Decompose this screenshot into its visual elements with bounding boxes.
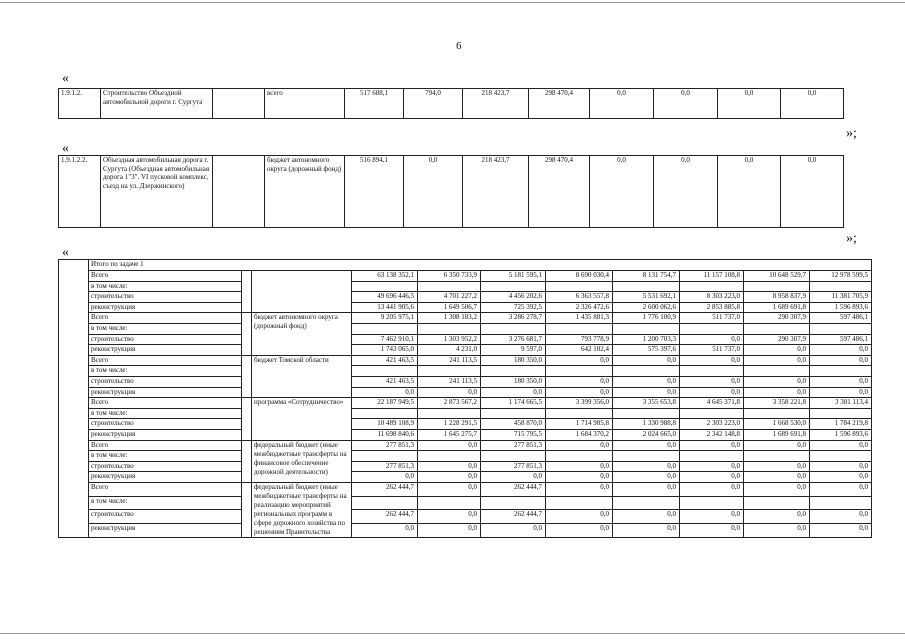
row-label: строительство [89,334,242,345]
value-cell: 0,0 [546,440,613,451]
value-cell: 49 696 446,5 [352,292,418,303]
value-cell: 1 200 703,3 [613,334,680,345]
value-cell: 1 308 183,2 [418,313,481,324]
value-cell: 1 649 506,7 [418,302,481,313]
value-cell [744,451,810,462]
value-cell: 0,0 [680,524,744,538]
table-row [59,398,872,409]
value-cell: 0,0 [481,387,546,398]
value-cell: 0,0 [810,524,872,538]
table-row [59,510,872,524]
value-cell: 277 851,3 [481,440,546,451]
value-cell: 4 231,0 [418,345,481,356]
value-cell: 2 873 567,2 [418,398,481,409]
row-label: в том числе: [89,281,242,292]
funding-source: федеральный бюджет (иные межбюджетные трансферты на финансовое обеспечение дорожной деятельности) [252,440,352,482]
value-cell: 0,0 [810,376,872,387]
value-cell [613,281,680,292]
value-cell: 1 330 988,8 [613,419,680,430]
row-name: Объездная автомобильная дорога г. Сургута (Объездная автомобильная дорога 1"3". VI пусковой комплекс, съезд на ул. Дзержинского) [101,156,213,228]
value-cell [418,366,481,377]
value-cell: 2 600 062,6 [613,302,680,313]
value-cell: 0,0 [546,524,613,538]
value-cell: 63 138 352,1 [352,271,418,282]
row-source: бюджет автономного округа (дорожный фонд) [265,156,345,228]
value-cell: 597 486,1 [810,334,872,345]
value-cell: 7 462 910,1 [352,334,418,345]
value-cell: 218 423,7 [463,156,529,228]
value-cell: 1 776 100,9 [613,313,680,324]
value-cell [680,366,744,377]
value-cell: 241 113,5 [418,355,481,366]
row-label: Всего [89,398,242,409]
funding-source: федеральный бюджет (иные межбюджетные трансферты на реализацию мероприятий региональных программ в сфере дорожного хозяйства по решениям Правительства [252,482,352,537]
open-quote-1: « [62,71,69,86]
value-cell [680,451,744,462]
value-cell: 421 463,5 [352,376,418,387]
value-cell: 180 350,0 [481,376,546,387]
value-cell: 0,0 [418,524,481,538]
value-cell [546,496,613,510]
row-label: строительство [89,419,242,430]
value-cell [352,281,418,292]
value-cell: 0,0 [744,355,810,366]
funding-source: бюджет автономного округа (дорожный фонд) [252,313,352,355]
row-spacer [242,355,252,397]
value-cell: 3 399 356,0 [546,398,613,409]
value-cell: 0,0 [418,387,481,398]
value-cell: 1 689 691,8 [744,302,810,313]
value-cell: 290 307,9 [744,334,810,345]
value-cell: 0,0 [680,482,744,496]
value-cell: 4 645 371,8 [680,398,744,409]
value-cell [744,408,810,419]
value-cell: 1 645 275,7 [418,429,481,440]
row-source: всего [265,89,345,119]
value-cell: 8 958 837,9 [744,292,810,303]
value-cell [810,366,872,377]
row-label: реконструкция [89,429,242,440]
value-cell [546,281,613,292]
value-cell: 0,0 [613,482,680,496]
row-spacer [242,313,252,355]
value-cell: 0,0 [418,461,481,472]
value-cell [481,366,546,377]
value-cell: 725 392,5 [481,302,546,313]
row-label: реконструкция [89,387,242,398]
value-cell [546,408,613,419]
row-label: в том числе: [89,408,242,419]
value-cell [352,323,418,334]
value-cell: 511 737,0 [680,345,744,356]
value-cell: 1 668 530,0 [744,419,810,430]
value-cell: 11 381 705,9 [810,292,872,303]
table-row [59,387,872,398]
value-cell: 262 444,7 [481,510,546,524]
value-cell: 0,0 [744,510,810,524]
value-cell: 241 113,5 [418,376,481,387]
value-cell: 11 157 108,8 [680,271,744,282]
value-cell: 0,0 [680,472,744,483]
scan-bottom-edge [0,633,905,634]
table-row [59,408,872,419]
value-cell [744,366,810,377]
value-cell: 0,0 [810,482,872,496]
value-cell: 298 470,4 [529,89,590,119]
value-cell: 9 597,0 [481,345,546,356]
value-cell: 8 131 754,7 [613,271,680,282]
value-cell: 575 397,6 [613,345,680,356]
value-cell: 0,0 [352,524,418,538]
value-cell: 22 187 949,5 [352,398,418,409]
value-cell: 262 444,7 [352,510,418,524]
value-cell: 3 355 653,8 [613,398,680,409]
table-1-9-1-2-2 [58,155,844,228]
value-cell: 2 303 223,0 [680,419,744,430]
value-cell: 1 596 893,6 [810,429,872,440]
row-label: реконструкция [89,524,242,538]
table-row [59,323,872,334]
value-cell: 0,0 [680,376,744,387]
value-cell [352,366,418,377]
value-cell [613,496,680,510]
table-row [59,281,872,292]
value-cell: 277 851,3 [352,440,418,451]
page-number: 6 [456,40,462,52]
value-cell: 0,0 [613,510,680,524]
value-cell [352,408,418,419]
value-cell: 1 435 881,3 [546,313,613,324]
value-cell: 11 698 840,6 [352,429,418,440]
value-cell: 0,0 [613,355,680,366]
value-cell: 10 648 529,7 [744,271,810,282]
row-label: Всего [89,271,242,282]
row-label: строительство [89,376,242,387]
table-row [59,496,872,510]
value-cell: 793 778,9 [546,334,613,345]
value-cell: 0,0 [718,156,781,228]
value-cell: 0,0 [744,376,810,387]
row-label: в том числе: [89,451,242,462]
value-cell: 0,0 [481,472,546,483]
value-cell: 0,0 [680,510,744,524]
value-cell: 0,0 [546,472,613,483]
row-label: в том числе: [89,496,242,510]
table-1-9-1-2 [58,88,844,119]
table-row [59,482,872,496]
row-code: 1.9.1.2.2. [59,156,101,228]
value-cell: 0,0 [546,355,613,366]
value-cell: 0,0 [810,440,872,451]
scan-top-edge [0,2,905,3]
row-label: в том числе: [89,323,242,334]
value-cell: 262 444,7 [352,482,418,496]
row-name: Строительство Объездной автомобильной дороги г. Сургута [101,89,213,119]
value-cell [481,281,546,292]
funding-source: программа «Сотрудничество» [252,398,352,440]
value-cell: 3 358 221,8 [744,398,810,409]
table-row [59,366,872,377]
value-cell: 12 978 599,5 [810,271,872,282]
value-cell [680,281,744,292]
value-cell [744,323,810,334]
value-cell: 1 714 985,8 [546,419,613,430]
row-spacer [242,398,252,440]
table-row [59,472,872,483]
value-cell: 0,0 [546,461,613,472]
value-cell: 0,0 [744,472,810,483]
value-cell [613,366,680,377]
row-label: Всего [89,313,242,324]
value-cell: 421 463,5 [352,355,418,366]
value-cell: 0,0 [744,440,810,451]
row-label: строительство [89,510,242,524]
value-cell: 1 596 893,6 [810,302,872,313]
value-cell: 4 456 202,6 [481,292,546,303]
value-cell [418,496,481,510]
row-empty [213,156,265,228]
value-cell: 0,0 [418,440,481,451]
value-cell [418,451,481,462]
value-cell: 0,0 [546,376,613,387]
value-cell: 0,0 [613,387,680,398]
funding-source: бюджет Томской области [252,355,352,397]
value-cell: 5 531 692,1 [613,292,680,303]
value-cell: 2 853 885,8 [680,302,744,313]
value-cell: 1 174 665,5 [481,398,546,409]
value-cell: 0,0 [680,440,744,451]
table-row [59,355,872,366]
value-cell [481,451,546,462]
row-label: реконструкция [89,472,242,483]
value-cell: 9 205 975,1 [352,313,418,324]
value-cell [810,451,872,462]
row-label: строительство [89,292,242,303]
table-row [59,451,872,462]
close-quote-1: »; [846,126,857,141]
row-label: строительство [89,461,242,472]
value-cell: 0,0 [352,472,418,483]
value-cell: 0,0 [613,472,680,483]
table-row [59,271,872,282]
row-label: Всего [89,440,242,451]
value-cell: 1 303 952,2 [418,334,481,345]
value-cell: 0,0 [654,156,718,228]
value-cell: 0,0 [546,387,613,398]
value-cell: 0,0 [613,376,680,387]
table-row [59,524,872,538]
value-cell [613,323,680,334]
value-cell: 13 441 905,6 [352,302,418,313]
value-cell: 0,0 [781,156,844,228]
value-cell: 3 286 278,7 [481,313,546,324]
table-row [59,429,872,440]
value-cell [810,323,872,334]
row-spacer [242,482,252,537]
row-code: 1.9.1.2. [59,89,101,119]
value-cell: 0,0 [613,461,680,472]
row-spacer [242,271,252,313]
value-cell: 0,0 [546,482,613,496]
value-cell: 277 851,3 [481,461,546,472]
row-label: Всего [89,482,242,496]
value-cell: 0,0 [680,387,744,398]
value-cell: 3 276 681,7 [481,334,546,345]
value-cell: 0,0 [810,387,872,398]
funding-source [252,271,352,313]
summary-title: Итого по задаче 1 [89,260,872,271]
value-cell: 1 228 291,5 [418,419,481,430]
value-cell: 0,0 [680,355,744,366]
value-cell [481,408,546,419]
value-cell: 516 894,1 [345,156,404,228]
open-quote-2: « [62,141,69,156]
open-quote-3: « [62,245,69,260]
value-cell: 0,0 [744,345,810,356]
value-cell: 0,0 [744,524,810,538]
table-row [59,313,872,324]
value-cell [810,281,872,292]
value-cell: 1 784 219,8 [810,419,872,430]
value-cell [680,408,744,419]
value-cell [613,408,680,419]
table-row [59,461,872,472]
value-cell: 0,0 [404,156,463,228]
value-cell: 0,0 [481,524,546,538]
value-cell [744,281,810,292]
value-cell [481,323,546,334]
value-cell [546,366,613,377]
table-row [59,419,872,430]
value-cell: 0,0 [590,89,654,119]
table-row [59,334,872,345]
value-cell: 6 363 557,8 [546,292,613,303]
value-cell [418,281,481,292]
row-spacer [242,440,252,482]
value-cell [810,496,872,510]
value-cell: 0,0 [546,510,613,524]
value-cell [418,323,481,334]
value-cell: 6 350 733,9 [418,271,481,282]
value-cell: 517 688,1 [345,89,404,119]
value-cell [481,496,546,510]
value-cell: 0,0 [810,472,872,483]
value-cell: 0,0 [680,334,744,345]
summary-title-row [59,260,872,271]
value-cell: 0,0 [654,89,718,119]
value-cell: 218 423,7 [463,89,529,119]
value-cell: 0,0 [810,510,872,524]
value-cell: 8 690 030,4 [546,271,613,282]
value-cell: 597 486,1 [810,313,872,324]
value-cell: 458 870,0 [481,419,546,430]
value-cell: 0,0 [613,440,680,451]
value-cell [680,323,744,334]
value-cell: 2 326 472,6 [546,302,613,313]
value-cell: 290 307,9 [744,313,810,324]
value-cell: 5 181 595,1 [481,271,546,282]
value-cell: 10 489 108,9 [352,419,418,430]
value-cell: 0,0 [352,387,418,398]
value-cell [810,408,872,419]
table-row [59,302,872,313]
value-cell: 0,0 [781,89,844,119]
value-cell: 794,0 [404,89,463,119]
value-cell: 0,0 [810,345,872,356]
row-empty [213,89,265,119]
value-cell: 0,0 [718,89,781,119]
value-cell: 2 342 148,8 [680,429,744,440]
summary-table-body [59,260,872,538]
value-cell: 1 684 370,2 [546,429,613,440]
table-row [59,89,844,119]
table-row [59,440,872,451]
table-row [59,292,872,303]
value-cell: 1 689 691,8 [744,429,810,440]
value-cell: 180 350,0 [481,355,546,366]
table-row [59,156,844,228]
value-cell: 277 851,3 [352,461,418,472]
value-cell: 2 024 665,0 [613,429,680,440]
value-cell: 0,0 [418,472,481,483]
value-cell: 0,0 [613,524,680,538]
value-cell: 0,0 [744,461,810,472]
value-cell: 298 470,4 [529,156,590,228]
value-cell [546,323,613,334]
value-cell: 8 303 223,0 [680,292,744,303]
value-cell: 0,0 [810,461,872,472]
value-cell: 715 795,5 [481,429,546,440]
row-label: реконструкция [89,345,242,356]
table-row [59,376,872,387]
value-cell: 4 701 227,2 [418,292,481,303]
value-cell: 3 381 113,4 [810,398,872,409]
close-quote-2: »; [846,231,857,246]
value-cell [352,496,418,510]
value-cell [680,496,744,510]
value-cell: 1 743 065,0 [352,345,418,356]
value-cell [418,408,481,419]
summary-table-task-1 [58,259,872,538]
value-cell: 262 444,7 [481,482,546,496]
value-cell: 0,0 [810,355,872,366]
value-cell [352,451,418,462]
value-cell: 0,0 [418,510,481,524]
value-cell: 0,0 [680,461,744,472]
value-cell: 0,0 [744,482,810,496]
value-cell: 0,0 [744,387,810,398]
value-cell: 0,0 [418,482,481,496]
table-row [59,345,872,356]
value-cell [613,451,680,462]
value-cell [744,496,810,510]
value-cell: 511 737,0 [680,313,744,324]
row-label: в том числе: [89,366,242,377]
value-cell: 0,0 [590,156,654,228]
row-label: реконструкция [89,302,242,313]
row-label: Всего [89,355,242,366]
summary-code-cell [59,260,89,538]
value-cell: 642 102,4 [546,345,613,356]
value-cell [546,451,613,462]
